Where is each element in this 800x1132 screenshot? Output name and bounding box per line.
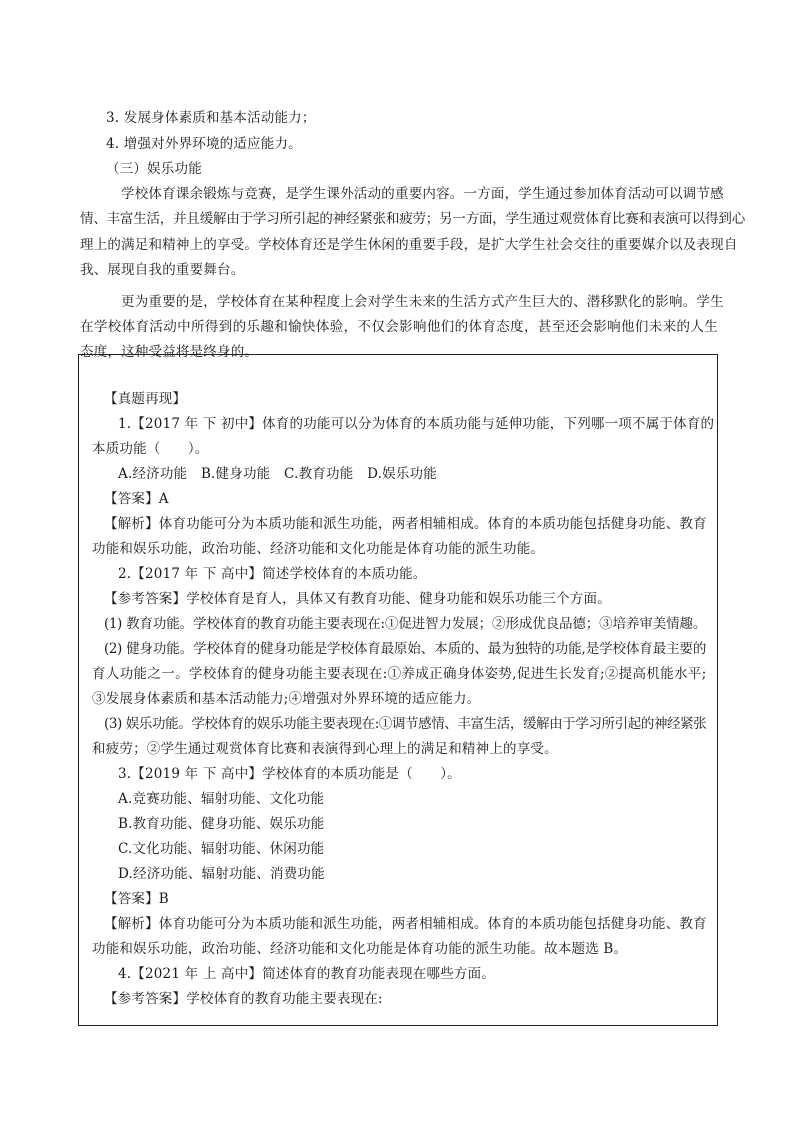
text-line: (3) 娱乐功能。学校体育的娱乐功能主要表现在:①调节感情、丰富生活，缓解由于学习所引起的神经紧张 — [104, 716, 707, 732]
text-line: (2) 健身功能。学校体育的健身功能是学校体育最原始、本质的、最为独特的功能,是学校体育最主要的 — [104, 641, 706, 657]
text-line: 4. 增强对外界环境的适应能力。 — [106, 136, 302, 152]
section-heading: （三）娱乐功能 — [106, 161, 202, 177]
analysis-line: 【解析】体育功能可分为本质功能和派生功能，两者相辅相成。体育的本质功能包括健身功能、教育 — [104, 916, 707, 932]
question-3: 3.【2019 年 下 高中】学校体育的本质功能是（ ）。 — [118, 766, 461, 782]
text-line: (1) 教育功能。学校体育的教育功能主要表现在:①促进智力发展；②形成优良品德；③培养审美情趣。 — [104, 616, 706, 632]
analysis-line: 【解析】体育功能可分为本质功能和派生功能，两者相辅相成。体育的本质功能包括健身功能、教育 — [104, 516, 707, 532]
option-d: D.经济功能、辐射功能、消费功能 — [118, 866, 325, 882]
reference-answer-line: 【参考答案】学校体育的教育功能主要表现在: — [104, 991, 383, 1007]
text-line: 学校体育课余锻炼与竞赛，是学生课外活动的重要内容。一方面，学生通过参加体育活动可以调节感 — [121, 186, 724, 202]
text-line: 情、丰富生活，并且缓解由于学习所引起的神经紧张和疲劳；另一方面，学生通过观赏体育比赛和表演可以得到心 — [80, 211, 745, 227]
text-line: 理上的满足和精神上的享受。学校体育还是学生休闲的重要手段，是扩大学生社会交往的重要媒介以及表现自 — [80, 237, 738, 253]
text-line: 在学校体育活动中所得到的乐趣和愉快体验，不仅会影响他们的体育态度，甚至还会影响他们未来的人生 — [80, 319, 718, 335]
option-c: C.文化功能、辐射功能、休闲功能 — [118, 841, 325, 857]
question-4: 4.【2021 年 上 高中】简述体育的教育功能表现在哪些方面。 — [118, 966, 496, 982]
option-a: A.竞赛功能、辐射功能、文化功能 — [118, 791, 325, 807]
box-heading: 【真题再现】 — [104, 391, 187, 407]
question-2: 2.【2017 年 下 高中】简述学校体育的本质功能。 — [118, 566, 427, 582]
text-line: 3. 发展身体素质和基本活动能力； — [106, 110, 316, 126]
reference-answer-line: 【参考答案】学校体育是育人，具体又有教育功能、健身功能和娱乐功能三个方面。 — [104, 591, 611, 607]
text-line: 态度，这种受益将是终身的。 — [80, 344, 259, 360]
text-line: 功能和娱乐功能，政治功能、经济功能和文化功能是体育功能的派生功能。故本题选 B。 — [92, 941, 628, 957]
text-line: 功能和娱乐功能，政治功能、经济功能和文化功能是体育功能的派生功能。 — [92, 541, 545, 557]
text-line: 更为重要的是，学校体育在某种程度上会对学生未来的生活方式产生巨大的、潜移默化的影响。学生 — [121, 294, 724, 310]
text-line: ③发展身体素质和基本活动能力;④增强对外界环境的适应能力。 — [92, 691, 481, 707]
question-1: 1.【2017 年 下 初中】体育的功能可以分为体育的本质功能与延伸功能，下列哪一项不属于体育的 — [118, 416, 715, 432]
answer-line: 【答案】A — [104, 491, 169, 507]
option-b: B.教育功能、健身功能、娱乐功能 — [118, 816, 325, 832]
options-line: A.经济功能 B.健身功能 C.教育功能 D.娱乐功能 — [118, 466, 437, 482]
text-line: 育人功能之一。学校体育的健身功能主要表现在:①养成正确身体姿势,促进生长发育;②提高机能水平; — [92, 666, 706, 682]
answer-line: 【答案】B — [104, 891, 169, 907]
text-line: 我、展现自我的重要舞台。 — [80, 262, 245, 278]
text-line: 和疲劳；②学生通过观赏体育比赛和表演得到心理上的满足和精神上的享受。 — [92, 741, 558, 757]
text-line: 本质功能（ ）。 — [92, 441, 209, 457]
